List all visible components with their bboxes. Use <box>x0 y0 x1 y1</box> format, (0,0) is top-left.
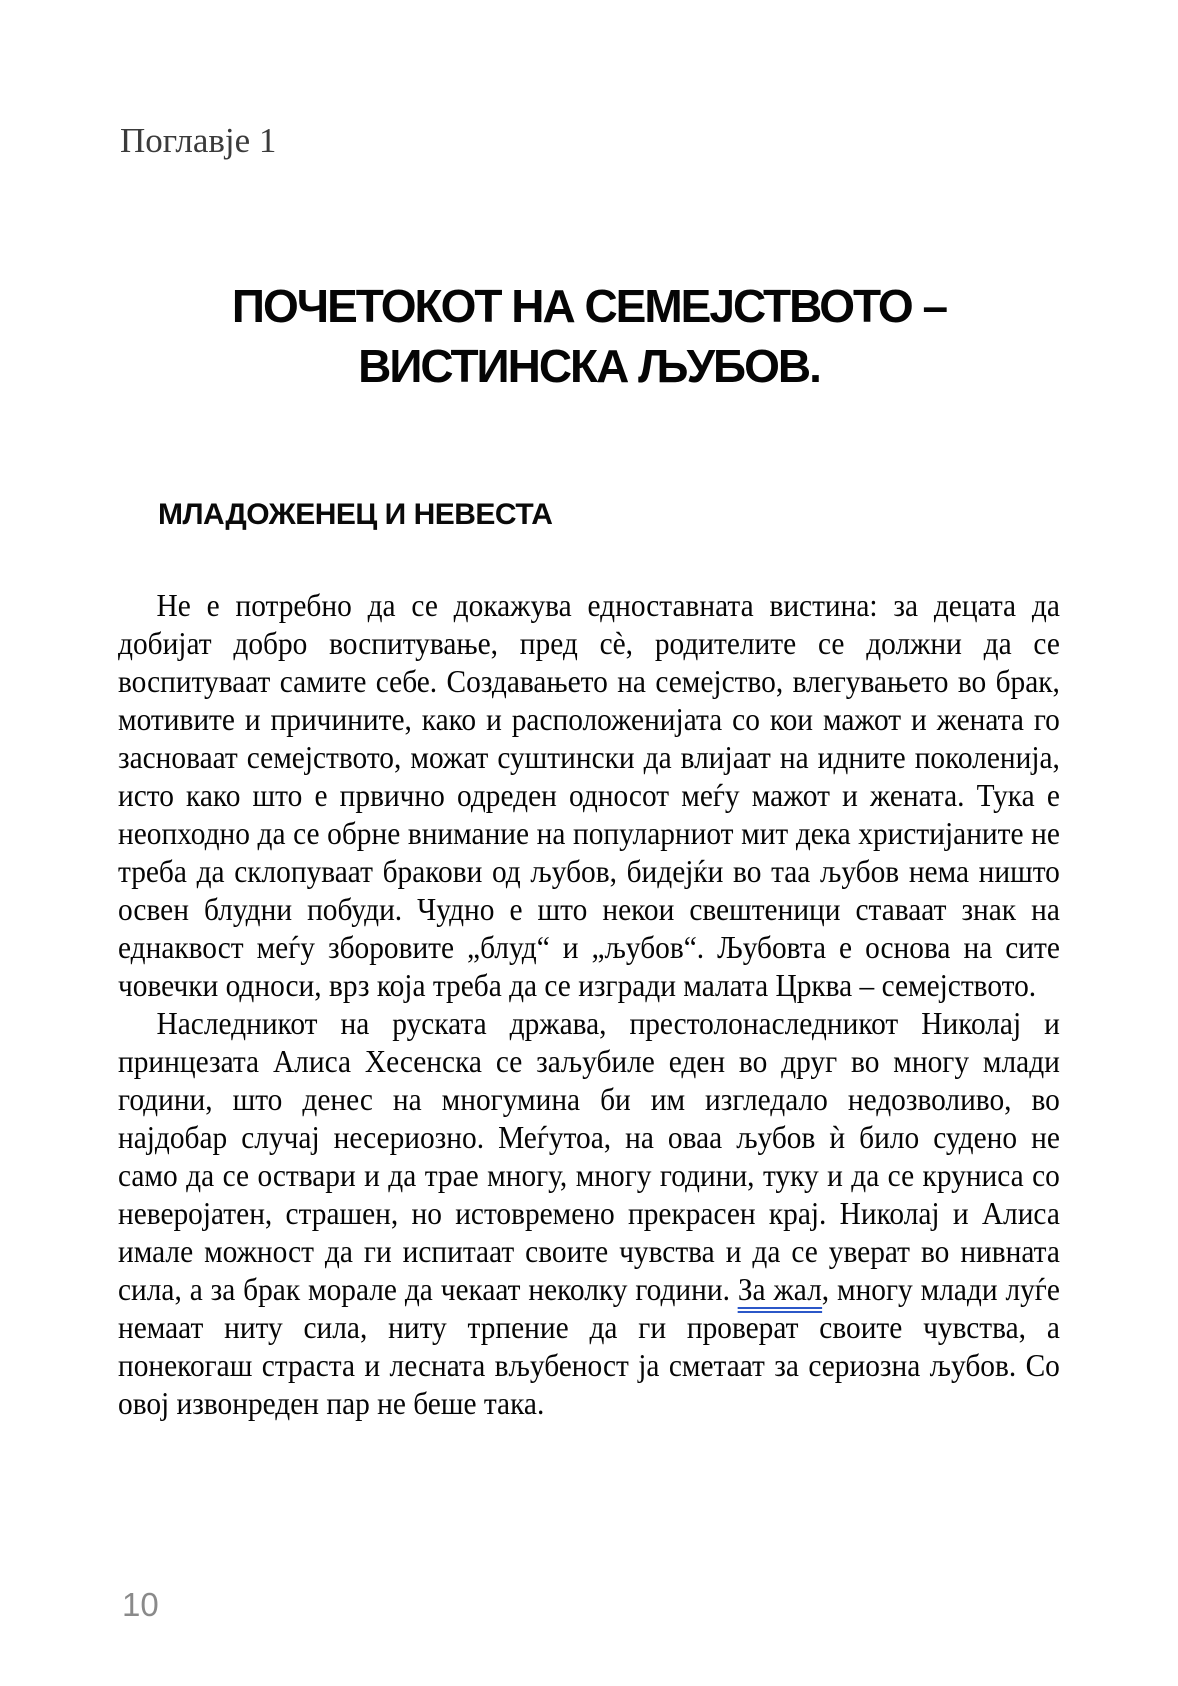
paragraph-1 <box>118 586 1060 1004</box>
body-text <box>118 586 1060 1422</box>
paragraph-1-text: Не е потребно да се докажува едноставната вистина: за децата да добијат добро воспитување, пред сè, родителите се должни да се воспитуваат самите себе. Создавањето на семејство, влегувањето во брак, мотивите и причините, како и расположенијата со кои мажот и жената го засноваат семејството, можат суштински да влијаат на идните поколенија, исто како што е првично одреден односот меѓу мажот и жената. Тука е неопходно да се обрне внимание на популарниот мит дека христијаните не треба да склопуваат бракови од љубов, бидејќи во таа љубов нема ништо освен блудни побуди. Чудно е што некои свештеници ставаат знак на еднаквост меѓу зборовите „блуд“ и „љубов“. Љубовта е основа на сите човечки односи, врз која треба да се изгради малата Црква – семејството. <box>118 587 1060 1003</box>
page-number: 10 <box>122 1586 159 1623</box>
chapter-title: ПОЧЕТОКОТ НА СЕМЕЈСТВОТО – ВИСТИНСКА ЉУБОВ. <box>231 280 947 392</box>
chapter-label: Поглавје 1 <box>120 121 277 160</box>
section-heading: МЛАДОЖЕНЕЦ И НЕВЕСТА <box>158 498 553 531</box>
paragraph-2 <box>118 1004 1060 1422</box>
paragraph-2-text-before: Наследникот на руската држава, престолонаследникот Николај и принцезата Алиса Хесенска се заљубиле еден во друг во многу млади години, што денес на многумина би им изгледало недозволиво, во најдобар случај несериозно. Меѓутоа, на оваа љубов ѝ било судено не само да се оствари и да трае многу, многу години, туку и да се круниса со неверојатен, страшен, но истовремено прекрасен крај. Николај и Алиса имале можност да ги испитаат своите чувства и да се уверат во нивната сила, а за брак морале да чекаат неколку години. <box>118 1005 1060 1307</box>
grammar-underlined-phrase: За жал <box>738 1271 822 1313</box>
paragraph-2-text-after: , многу млади луѓе немаат ниту сила, ниту трпение да ги проверат своите чувства, а понекогаш страста и лесната вљубеност ја сметаат за сериозна љубов. Со овој извонреден пар не беше така. <box>118 1271 1060 1421</box>
